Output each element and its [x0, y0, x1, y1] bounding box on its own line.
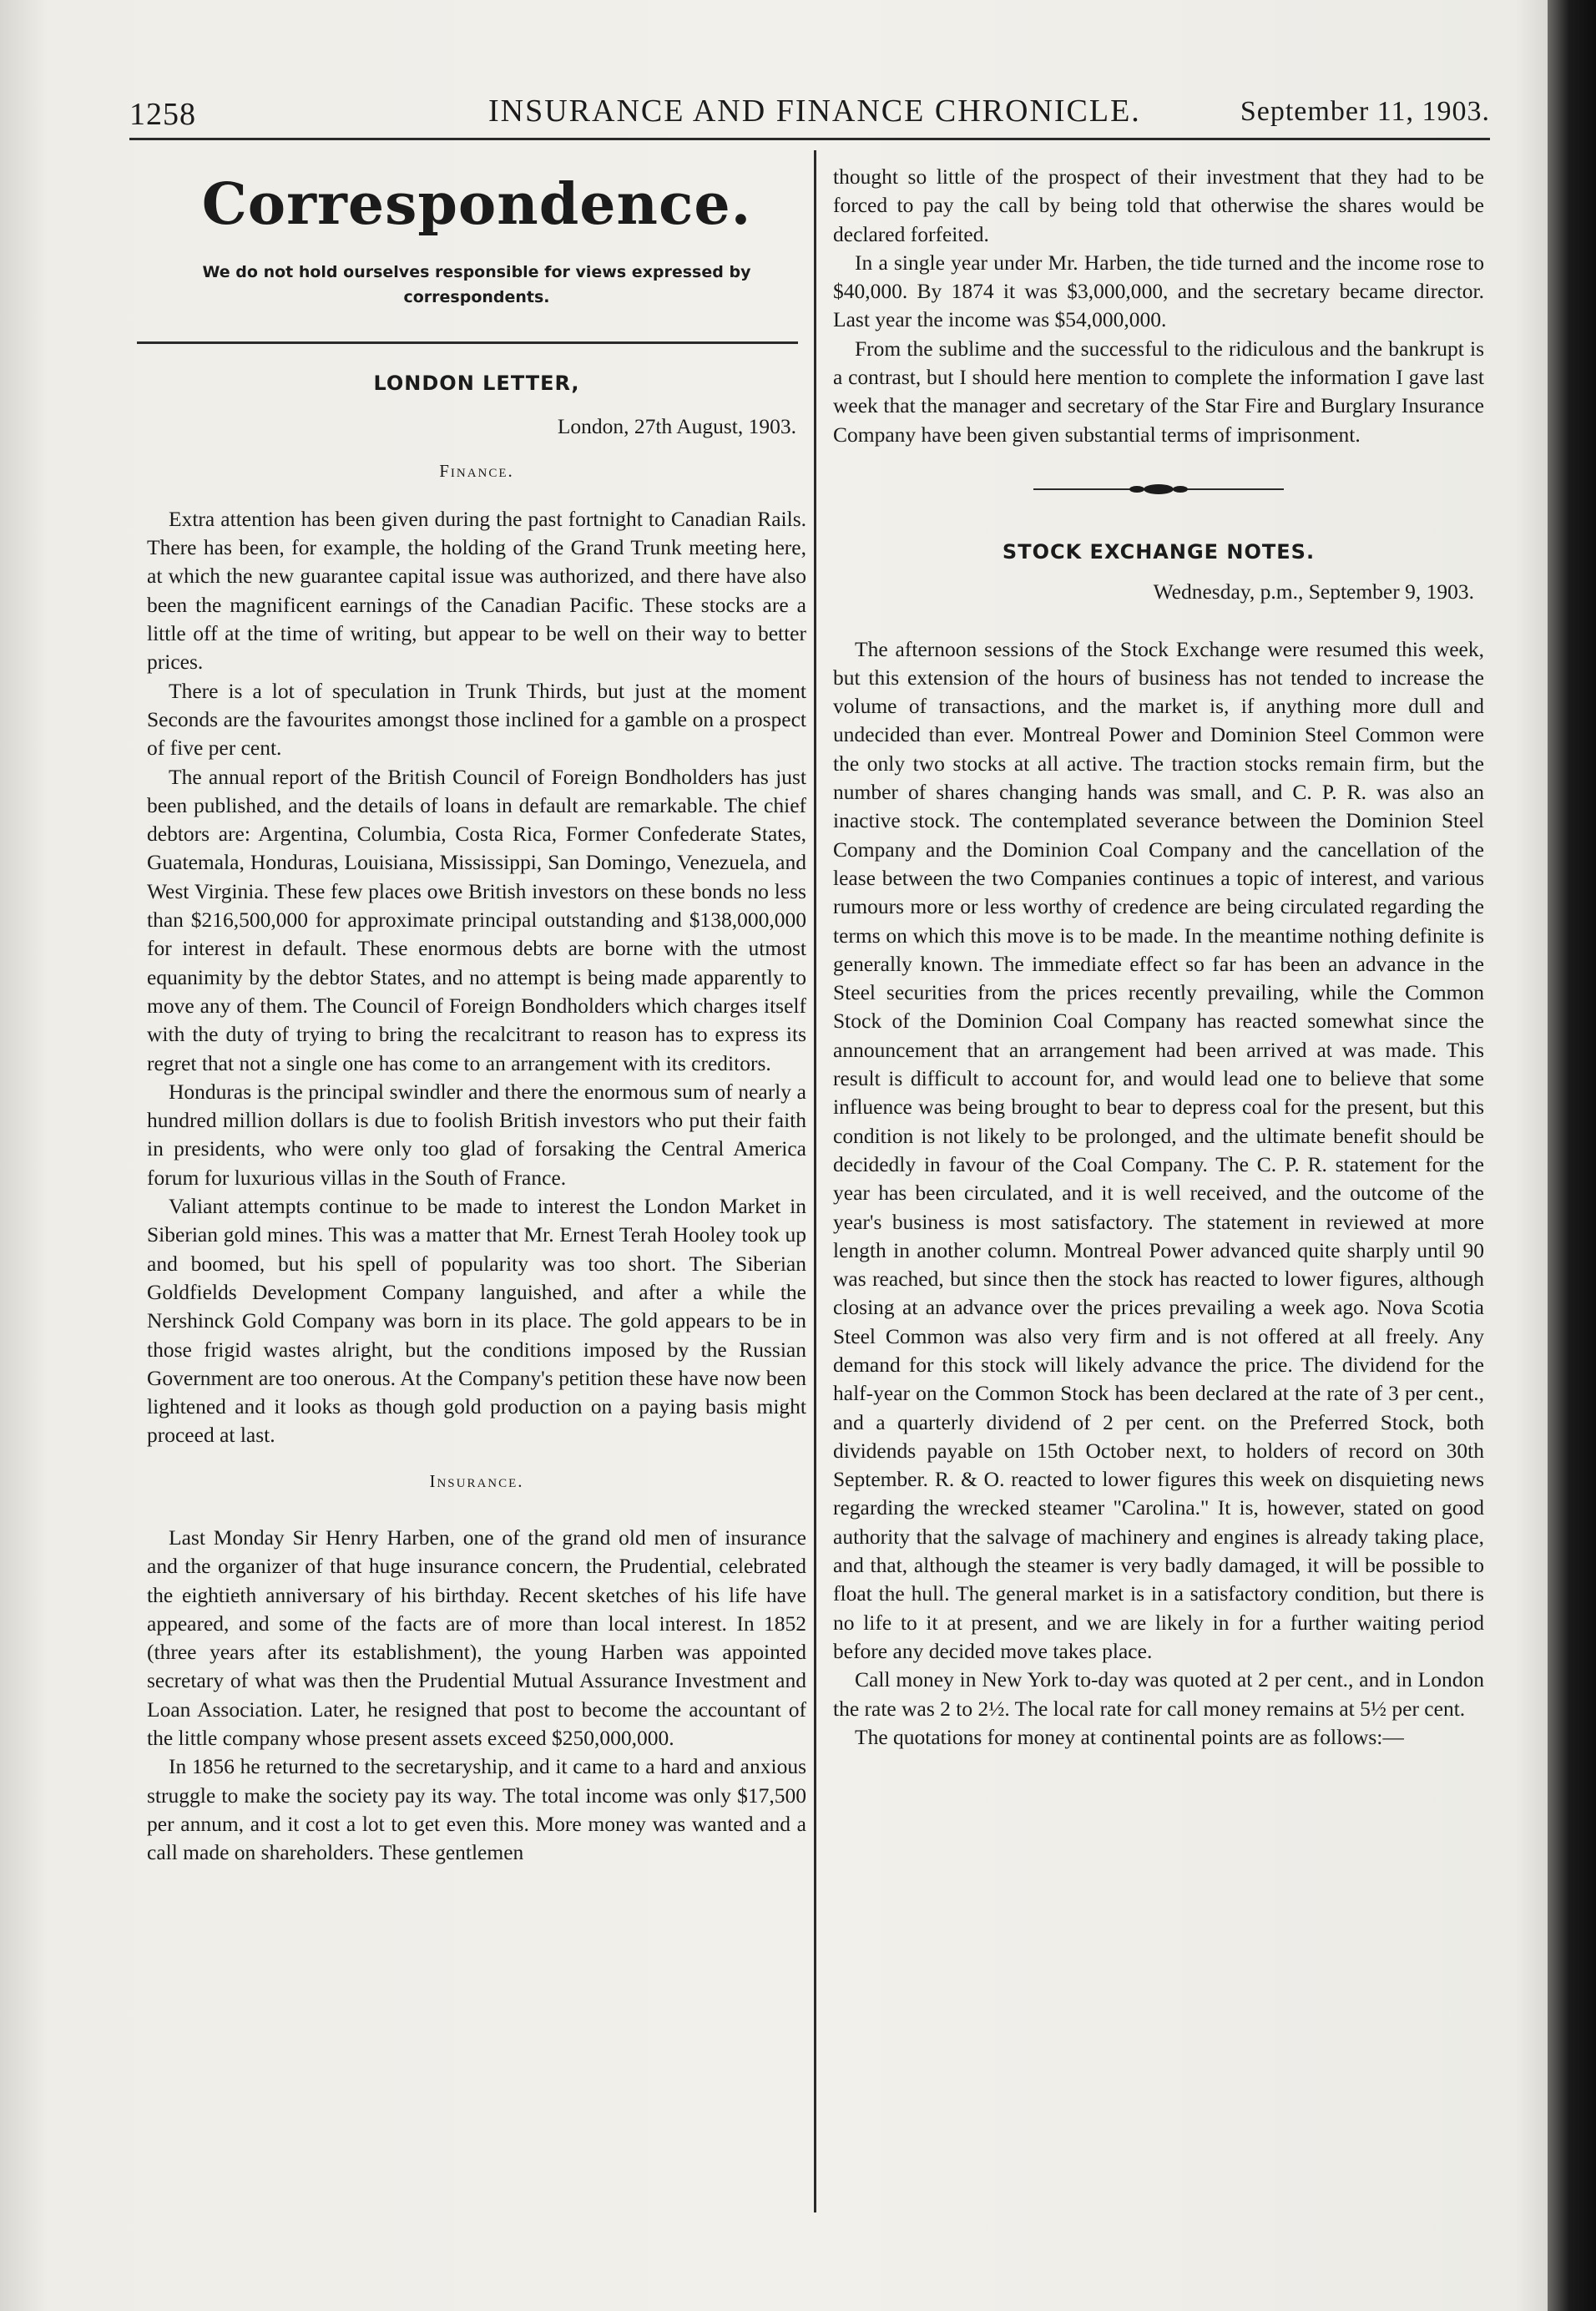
paragraph: Call money in New York to-day was quoted at 2 per cent., and in London the rate was 2 to 2½. The local rate for call money remains at 5½ per cent. — [833, 1667, 1484, 1721]
paragraph: In a single year under Mr. Harben, the tide turned and the income rose to $40,000. By 1874 it was $3,000,000, and the secretary became director. Last year the income was $54,000,000. — [833, 250, 1484, 332]
insurance-text — [147, 1524, 806, 1868]
publication-title: INSURANCE AND FINANCE CHRONICLE. — [488, 94, 1141, 129]
london-letter-continued — [833, 163, 1484, 449]
finance-text — [147, 505, 806, 1450]
paragraph: The afternoon sessions of the Stock Exchange were resumed this week, but this extension of the hours of business has not tended to increase the volume of transactions, and the market is, if anything more dull and undecided than ever. Montreal Power and Dominion Steel Common were the only two stocks at all active. The traction stocks remain firm, but the number of shares changing hands was small, and C. P. R. was also an inactive stock. The contemplated severance between the Dominion Steel Company and the Dominion Coal Company and the cancellation of the lease between the two Companies continues a topic of interest, and various rumours more or less worthy of credence are being circulated regarding the terms on which this move is to be made. In the meantime nothing definite is generally known. The immediate effect so far has been an advance in the Steel securities from the prices recently prevailing, while the Common Stock of the Dominion Coal Company has reacted somewhat since the announcement that an arrangement had been arrived at was made. This result is difficult to account for, and would lead one to believe that some influence was being brought to bear to depress coal for the present, but this condition is not likely to be prolonged, and the ultimate benefit should be decidedly in favour of the Coal Company. The C. P. R. statement for the year has been circulated, and it is well received, and the outcome of the year's business is most satisfactory. The statement in reviewed at more length in another column. Montreal Power advanced quite sharply until 90 was reached, but since then the stock has reacted to lower figures, although closing at an advance over the prices prevailing a week ago. Nova Scotia Steel Common was also very firm and is not offered at all freely. Any demand for this stock will likely advance the price. The dividend for the half-year on the Common Stock has been declared at the rate of 3 per cent., and a quarterly dividend of 2 per cent. on the Preferred Stock, both dividends payable on 15th October next, to holders of record on 30th September. R. & O. reacted to lower figures this week on disquieting news regarding the wrecked steamer "Carolina." It is, however, stated on good authority that the salvage of machinery and engines is already taking place, and that, although the steamer is very badly damaged, it will be possible to float the hull. The general market is in a satisfactory condition, but there is no life to it at present, and we are likely in for a further waiting period before any decided move takes place. — [833, 636, 1484, 1663]
page-header — [129, 88, 1490, 138]
ornament-divider — [833, 481, 1484, 498]
paragraph: Honduras is the principal swindler and there the enormous sum of nearly a hundred million dollars is due to foolish British investors who put their faith in presidents, who were only too glad of forsaking the Central America forum for luxurious villas in the South of France. — [147, 1079, 806, 1190]
stock-exchange-dateline: Wednesday, p.m., September 9, 1903. — [1153, 579, 1474, 604]
scan-binding-edge — [1548, 0, 1596, 2311]
correspondence-disclaimer: We do not hold ourselves responsible for views expressed by correspondents. — [202, 263, 751, 306]
paragraph: In 1856 he returned to the secretaryship, and it came to a hard and anxious struggle to make the society pay its way. The total income was only $17,500 per annum, and it cost a lot to get even this. More money was wanted and a call made on shareholders. These gentlemen — [147, 1754, 806, 1865]
paragraph: Extra attention has been given during the past fortnight to Canadian Rails. There has been, for example, the holding of the Grand Trunk meeting here, at which the new guarantee capital issue was authorized, and there have also been the magnificent earnings of the Canadian Pacific. These stocks are a little off at the time of writing, but appear to be well on their way to better prices. — [147, 506, 806, 675]
column-divider — [814, 150, 816, 2212]
issue-date: September 11, 1903. — [1240, 96, 1490, 127]
insurance-heading: Insurance. — [429, 1470, 524, 1491]
paragraph: From the sublime and the successful to the ridiculous and the bankrupt is a contrast, but I should here mention to complete the information I gave last week that the manager and secretary of the Star Fire and Burglary Insurance Company have been given substantial terms of imprisonment. — [833, 336, 1484, 447]
section-rule — [137, 341, 798, 344]
correspondence-title: Correspondence. — [201, 171, 752, 238]
finance-heading: Finance. — [439, 460, 514, 481]
ornament-rule-icon — [1033, 481, 1284, 498]
paragraph: There is a lot of speculation in Trunk Thirds, but just at the moment Seconds are the favourites amongst those inclined for a gamble on a prospect of five per cent. — [147, 678, 806, 761]
page-number: 1258 — [129, 97, 196, 132]
paragraph: Last Monday Sir Henry Harben, one of the grand old men of insurance and the organizer of that huge insurance concern, the Prudential, celebrated the eightieth anniversary of his birthday. Recent sketches of his life have appeared, and some of the facts are of more than local interest. In 1852 (three years after its establishment), the young Harben was appointed secretary of what was then the Prudential Mutual Assurance Investment and Loan Association. Later, he resigned that post to become the accountant of the little company whose present assets exceed $250,000,000. — [147, 1525, 806, 1751]
paragraph: Valiant attempts continue to be made to interest the London Market in Siberian gold mines. This was a matter that Mr. Ernest Terah Hooley took up and boomed, but his spell of popularity was too short. The Siberian Goldfields Development Company languished, and after a while the Nershinck Gold Company was born in its place. The gold appears to be in those frigid wastes alright, but the conditions imposed by the Russian Government are too onerous. At the Company's petition these have now been lightened and it looks as though gold production on a paying basis might proceed at last. — [147, 1194, 806, 1448]
paragraph: thought so little of the prospect of their investment that they had to be forced to pay the call by being told that otherwise the shares would be declared forfeited. — [833, 164, 1484, 246]
stock-exchange-text — [833, 635, 1484, 1752]
header-rule — [129, 138, 1490, 140]
paragraph: The quotations for money at continental points are as follows:— — [855, 1724, 1404, 1749]
london-letter-dateline: London, 27th August, 1903. — [557, 414, 796, 439]
stock-exchange-title: STOCK EXCHANGE NOTES. — [1002, 539, 1316, 564]
paragraph: The annual report of the British Council of Foreign Bondholders has just been published, and the details of loans in default are remarkable. The chief debtors are: Argentina, Columbia, Costa Rica, Former Confederate States, Guatemala, Honduras, Louisiana, Mississippi, San Domingo, Venezuela, and West Virginia. These few places owe British investors on these bonds no less than $216,500,000 for approximate principal outstanding and $138,000,000 for interest in default. These enormous debts are borne with the utmost equanimity by the debtor States, and no attempt is being made apparently to move any of them. The Council of Foreign Bondholders which charges itself with the duty of trying to bring the recalcitrant to reason has to express its regret that not a single one has come to an arrangement with its creditors. — [147, 764, 806, 1075]
left-column — [147, 163, 806, 1868]
right-column — [833, 163, 1484, 1752]
london-letter-title: LONDON LETTER, — [373, 372, 580, 395]
